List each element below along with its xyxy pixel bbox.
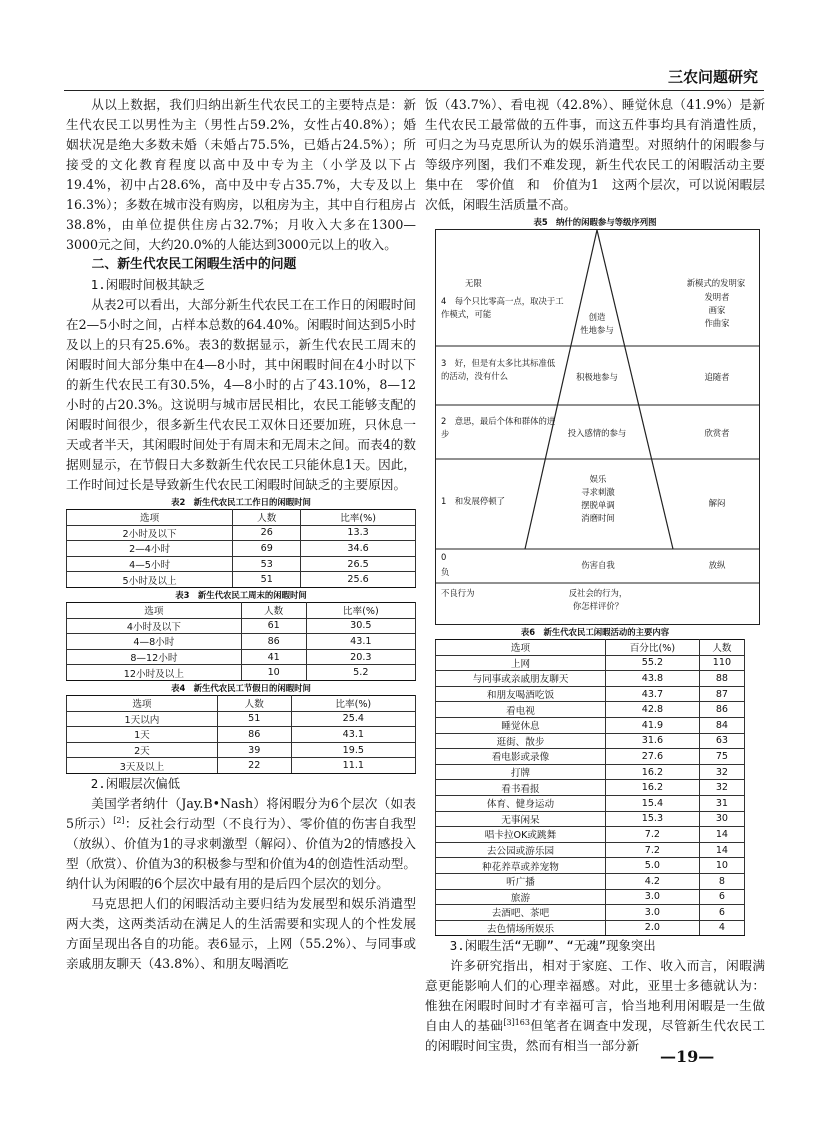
level4-description: 4 每个只比零高一点，取决于工作模式，可能 <box>441 296 564 319</box>
paragraph-satisfaction: 许多研究指出，相对于家庭、工作、收入而言，闲暇满意更能影响人们的心理幸福感。对此，亚里士多德就认为：惟独在闲暇时间时才有幸福可言，恰当地利用闲暇是一生做自由人的基础$^{[3]163}$但笔者在调查中发现，尽管新生代农民工的闲暇时间宝贵，然而有相当一部分新 <box>425 958 766 1054</box>
paragraph-summary: 从以上数据，我们归纳出新生代农民工的主要特点是：新生代农民工以男性为主（男性占59.2%，女性占40.8%）；婚姻状况是绝大多数未婚（未婚占75.5%，已婚占24.5%）；所接受的文化教育程度以高中及中专为主（小学及以下占19.4%，初中占28.6%，高中及中专占35.7%，大专及以上16.3%）；多数在城市没有购房，以租房为主，其中自行租房占38.8%，由单位提供住房占32.7%；月收入大多在1300—3000元之间，大约20.0%的人能达到3000元以上的收入。 <box>66 97 416 252</box>
table-row: 看书看报 16.2 32 <box>436 780 745 796</box>
table6-caption: 表6 新生代农民工闲暇活动的主要内容 <box>520 627 670 637</box>
paragraph-leisure-time: 从表2可以看出，大部分新生代农民工在工作日的闲暇时间在2—5小时之间，占样本总数的64.40%。闲暇时间达到5小时及以上的只有25.6%。表3的数据显示，新生代农民工周末的闲暇时间大部分集中在4—8小时，其中闲暇时间在4小时以下的新生代农民工有30.5%，4—8小时的占了43.10%，8—12小时的占20.3%。这说明与城市居民相比，农民工能够支配的闲暇时间很少，很多新生代农民工双休日还要加班，只休息一天或者半天，其闲暇时间处于有周末和无周末之间。而表4的数据则显示，在节假日大多数新生代农民工只能休息1天。因此，工作时间过长是导致新生代农民工闲暇时间缺乏的主要原因。 <box>66 297 416 492</box>
journal-section-title: 三农问题研究 <box>667 68 758 86</box>
subsection-heading-1: 1.闲暇时间极其缺乏 <box>90 277 205 292</box>
table-row: 1天以内 51 25.4 <box>67 711 416 727</box>
table-row: 2—4小时 69 34.6 <box>67 541 416 557</box>
section-heading: 二、新生代农民工闲暇生活中的问题 <box>91 257 297 272</box>
citation-3: [3]163 <box>503 1018 530 1028</box>
paragraph-marx: 马克思把人们的闲暇活动主要归结为发展型和娱乐消遣型两大类，这两类活动在满足人的生活需要和实现人的个性发展方面呈现出各自的功能。表6显示，上网（55.2%）、与同事或亲戚朋友聊天（43.8%）、和朋友喝酒吃 <box>66 895 416 971</box>
subsection-heading-2: 2.闲暇层次偏低 <box>90 775 181 791</box>
table3: 选项 人数 比率(%) 4小时及以下 61 30.5 4—8小时 86 43.1 8—12小时 41 20.3 12小时及以上 10 5.2 <box>66 602 416 681</box>
table-row: 4小时及以下 61 30.5 <box>67 618 416 634</box>
paragraph-nash: 美国学者纳什（Jay.B•Nash）将闲暇分为6个层次（如表5所示）[2]：反社会行动型（不良行为）、零价值的伤害自我型（放纵）、价值为1的寻求刺激型（解闷）、价值为2的情感投入型（欣赏）、价值为3的积极参与型和价值为4的创造性活动型。纳什认为闲暇的6个层次中最有用的是后四个层次的划分。 <box>66 795 416 891</box>
table-row: 4—5小时 53 26.5 <box>67 556 416 572</box>
table-row: 看电视 42.8 86 <box>436 702 745 718</box>
table4: 选项 人数 比率(%) 1天以内 51 25.4 1天 86 43.1 2天 39 19.5 3天及以上 22 11.1 <box>66 695 416 774</box>
level0-center: 伤害自我 <box>581 560 615 570</box>
running-header <box>64 62 764 91</box>
level2-right: 欣赏者 <box>704 428 730 438</box>
level1-description: 1 和发展停顿了 <box>441 496 505 506</box>
table5-caption: 表5 纳什的闲暇参与等级序列图 <box>533 217 657 227</box>
level3-right: 追随者 <box>704 372 730 382</box>
table-row: 去公园或游乐园 7.2 14 <box>436 842 745 858</box>
table-row: 12小时及以上 10 5.2 <box>67 665 416 681</box>
table-row: 1天 86 43.1 <box>67 727 416 743</box>
left-column <box>66 95 416 974</box>
level0-right: 放纵 <box>708 560 726 570</box>
table-row: 睡觉休息 41.9 84 <box>436 717 745 733</box>
level-negative-center: 反社会的行为， 你怎样评价？ <box>568 588 628 611</box>
citation-2: [2] <box>113 815 125 825</box>
table-row: 体育、健身运动 15.4 31 <box>436 795 745 811</box>
table4-caption: 表4 新生代农民工节假日的闲暇时间 <box>171 682 311 693</box>
level3-description: 3 好，但是有太多比其标准低的活动，没有什么 <box>441 358 556 381</box>
table6: 选项 百分比(%) 人数 上网 55.2 110 与同事或亲戚朋友聊天 43.8 88 和朋友喝酒吃饭 43.7 87 看电视 42.8 86 睡觉休息 41.9 84 逛街、散步 31.6 63 看电影或录像 27.6 75 打牌 16.2 32 看书看报 16.2 32 体育、健身运动 15.4 31 无事闲呆 15.3 30 唱卡拉OK或跳舞 7.2 14 去公园或游乐园 7.2 14 种花养草或养宠物 5.0 10 听广播 4.2 8 旅游 3.0 6 去酒吧、茶吧 3.0 6 去色情场所娱乐 2.0 4 <box>435 639 745 936</box>
table-row: 上网 55.2 110 <box>436 655 745 671</box>
table2-caption: 表2 新生代农民工工作日的闲暇时间 <box>171 497 311 507</box>
table-row: 2天 39 19.5 <box>67 742 416 758</box>
page-number: —19— <box>660 1047 715 1066</box>
level4-right: 发明者 画家 作曲家 <box>704 292 730 328</box>
table-row: 去色情场所娱乐 2.0 4 <box>436 920 745 936</box>
table-row: 5小时及以上 51 25.6 <box>67 572 416 588</box>
level4-center: 创造 性地参与 <box>580 312 614 335</box>
table-row: 2小时及以下 26 13.3 <box>67 525 416 541</box>
level3-center: 积极地参与 <box>576 372 618 382</box>
level0-value: 0 <box>441 552 447 562</box>
table-row: 打牌 16.2 32 <box>436 764 745 780</box>
table3-caption: 表3 新生代农民工周末的闲暇时间 <box>175 589 307 600</box>
level2-description: 2 意思，最后个体和群体的进步 <box>441 416 556 439</box>
level1-right: 解闷 <box>708 498 726 508</box>
level-top-right: 新模式的发明家 <box>686 278 746 288</box>
subsection-heading-3: 3.闲暇生活“无聊”、“无魂”现象突出 <box>449 938 656 954</box>
table-row: 3天及以上 22 11.1 <box>67 758 416 774</box>
table-row: 逛街、散步 31.6 63 <box>436 733 745 749</box>
table-row: 种花养草或养宠物 5.0 10 <box>436 858 745 874</box>
table-row: 无事闲呆 15.3 30 <box>436 811 745 827</box>
level1-center: 娱乐 寻求刺激 摆脱单调 消磨时间 <box>581 474 615 523</box>
right-column <box>425 95 765 1056</box>
table-row: 听广播 4.2 8 <box>436 873 745 889</box>
level2-center: 投入感情的参与 <box>567 428 627 438</box>
table-row: 看电影或录像 27.6 75 <box>436 749 745 765</box>
table-row: 和朋友喝酒吃饭 43.7 87 <box>436 686 745 702</box>
level-negative-left: 不良行为 <box>441 588 475 598</box>
table-row: 旅游 3.0 6 <box>436 889 745 905</box>
table-row: 唱卡拉OK或跳舞 7.2 14 <box>436 827 745 843</box>
level0-sign: 负 <box>441 567 450 577</box>
table-row: 8—12小时 41 20.3 <box>67 649 416 665</box>
level-top-left: 无限 <box>465 278 482 288</box>
table-row: 去酒吧、茶吧 3.0 6 <box>436 905 745 921</box>
table2: 选项 人数 比率(%) 2小时及以下 26 13.3 2—4小时 69 34.6 4—5小时 53 26.5 5小时及以上 51 25.6 <box>66 509 416 588</box>
table-row: 4—8小时 86 43.1 <box>67 634 416 650</box>
table-row: 与同事或亲戚朋友聊天 43.8 88 <box>436 671 745 687</box>
nash-pyramid-diagram <box>435 229 760 625</box>
paragraph-continued: 饭（43.7%）、看电视（42.8%）、睡觉休息（41.9%）是新生代农民工最常做的五件事，而这五件事均具有消遣性质，可归之为马克思所认为的娱乐消遣型。对照纳什的闲暇参与等级序列图，我们不难发现，新生代农民工的闲暇活动主要集中在 零价值 和 价值为1 这两个层次，可以说闲暇层次低，闲暇生活质量不高。 <box>425 97 765 212</box>
